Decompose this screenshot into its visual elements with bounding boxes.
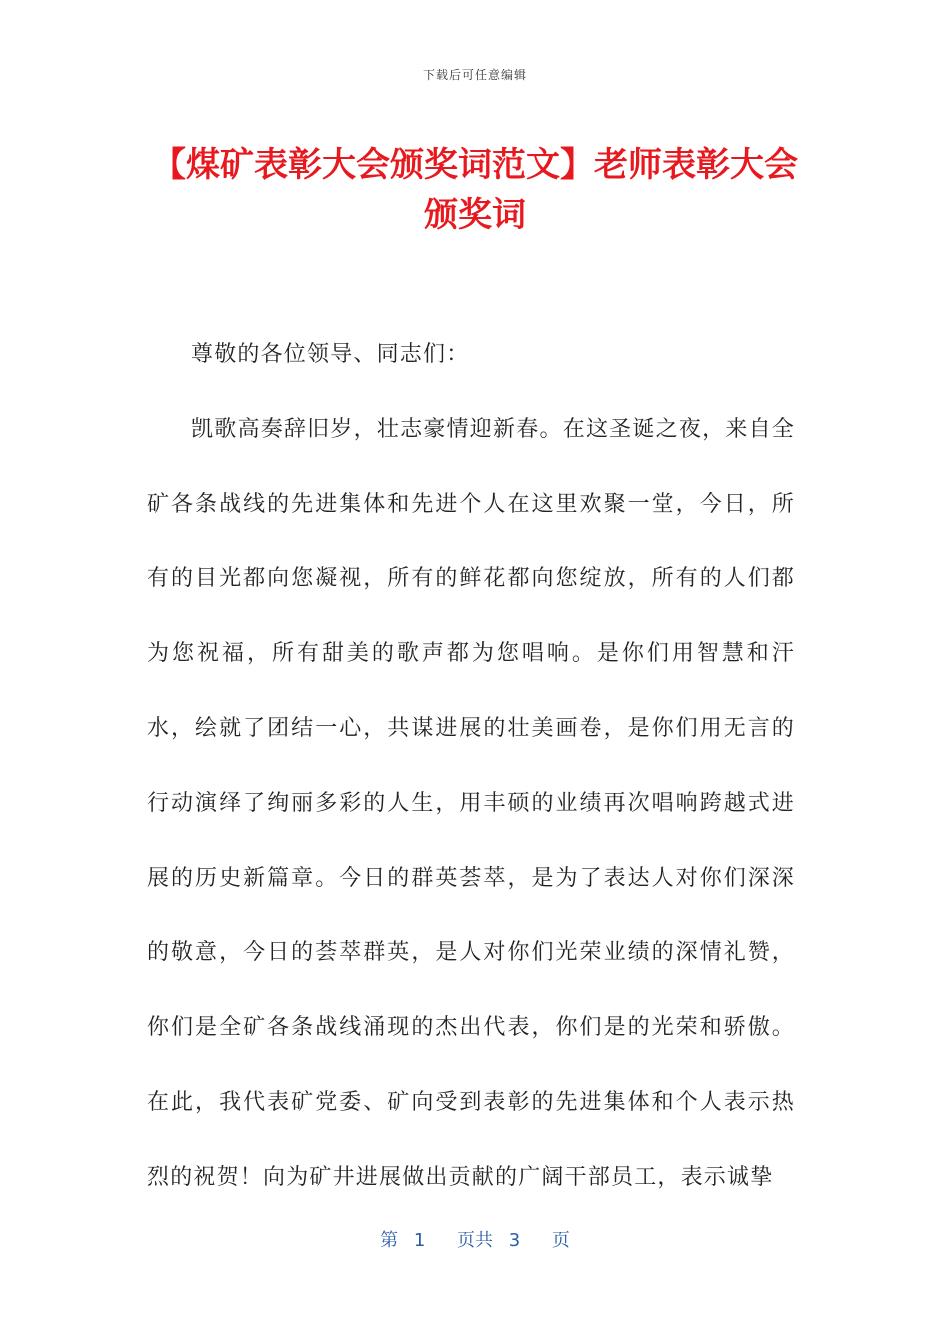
salutation-paragraph: 尊敬的各位领导、同志们： — [191, 342, 470, 367]
body-paragraph: 凯歌高奏辞旧岁，壮志豪情迎新春。在这圣诞之夜，来自全矿各条战线的先进集体和先进个人在这里欢聚一堂，今日，所有的目光都向您凝视，所有的鲜花都向您绽放，所有的人们都为您祝福，所有甜美的歌声都为您唱响。是你们用智慧和汗水，绘就了团结一心，共谋进展的壮美画卷，是你们用无言的行动演绎了绚丽多彩的人生，用丰硕的业绩再次唱响跨越式进展的历史新篇章。今日的群英荟萃，是为了表达人对你们深深的敬意，今日的荟萃群英，是人对你们光荣业绩的深情礼赞，你们是全矿各条战线涌现的杰出代表，你们是的光荣和骄傲。在此，我代表矿党委、矿向受到表彰的先进集体和个人表示热烈的祝贺！向为矿井进展做出贡献的广阔干部员工，表示诚挚 — [147, 416, 795, 1190]
page-mid: 页共 — [457, 1230, 493, 1251]
page-footer — [0, 1226, 950, 1252]
total-pages-number: 3 — [508, 1230, 521, 1251]
document-body — [147, 318, 795, 1216]
document-title: 【煤矿表彰大会颁奖词范文】老师表彰大会颁奖词 — [152, 145, 798, 235]
header-note: 下载后可任意编辑 — [422, 68, 527, 82]
page-prefix: 第 — [380, 1230, 399, 1251]
page-suffix: 页 — [551, 1230, 570, 1251]
current-page-number: 1 — [413, 1230, 426, 1251]
